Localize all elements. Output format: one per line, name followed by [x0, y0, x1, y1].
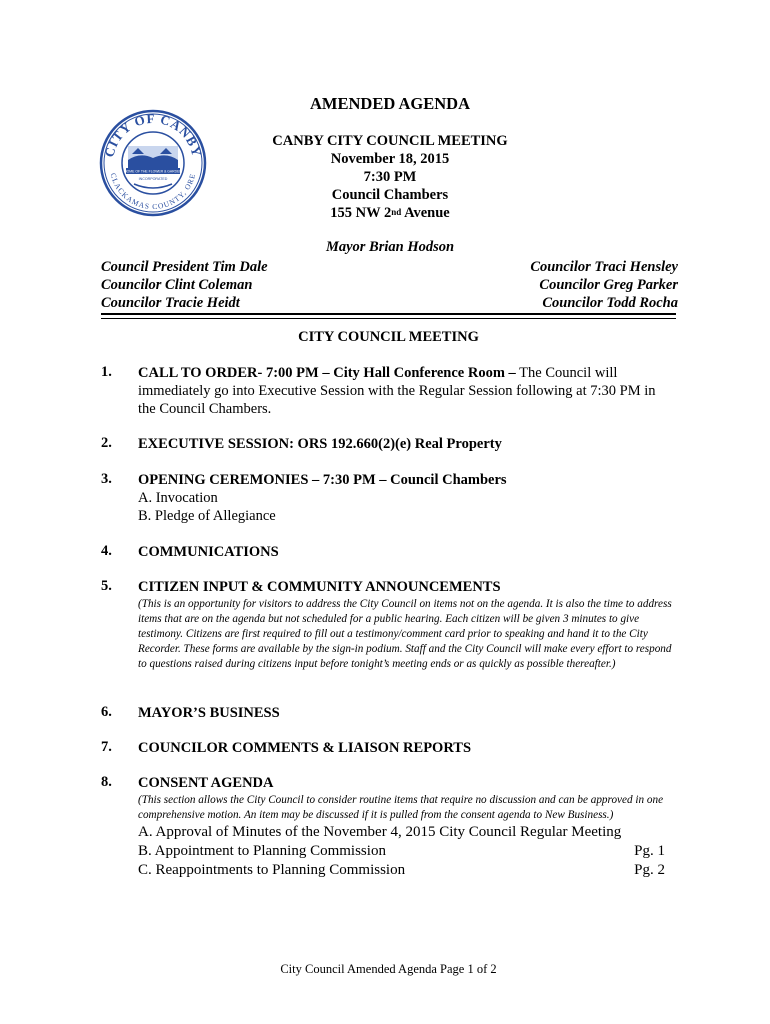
sub-item: A. Invocation: [138, 490, 218, 506]
item-note: (This section allows the City Council to consider routine items that require no discussion and can be approved in one comprehensive motion. An item may be discussed if it is pulled from the consent agenda to New Business.): [138, 794, 664, 821]
page-ref: Pg. 1: [634, 843, 665, 859]
svg-text:CLACKAMAS COUNTY, ORE: CLACKAMAS COUNTY, ORE: [108, 172, 198, 212]
item-heading: CONSENT AGENDA: [138, 775, 274, 791]
item-number: 8.: [101, 774, 112, 790]
sub-item: C. Reappointments to Planning Commission Pg. 2: [138, 862, 665, 878]
council-member: Councilor Greg Parker: [539, 277, 678, 293]
page-footer: City Council Amended Agenda Page 1 of 2: [280, 962, 497, 976]
item-heading: EXECUTIVE SESSION: ORS 192.660(2)(e) Real Property: [138, 436, 502, 452]
item-note: (This is an opportunity for visitors to address the City Council on items not on the agenda. It is also the time to address items that are on the agenda but not scheduled for a public hearing. Each citizen will be given 3 minutes to give testimony. Citizens are first required to fill out a testimony/comment card prior to speaking and hand it to the City Recorder. These forms are available by the sign-in podium. Staff and the City Council will make every effort to respond to questions raised during citizens input before tonight’s meeting ends or as quickly as possible thereafter.): [138, 598, 672, 670]
item-heading: OPENING CEREMONIES – 7:30 PM – Council Chambers: [138, 472, 507, 488]
header-divider: [101, 313, 676, 315]
agenda-title: AMENDED AGENDA: [310, 94, 470, 113]
city-seal-logo: [98, 108, 208, 218]
item-heading: COUNCILOR COMMENTS & LIAISON REPORTS: [138, 740, 472, 756]
item-number: 7.: [101, 739, 112, 755]
item-number: 2.: [101, 435, 112, 451]
council-member: Councilor Tracie Heidt: [101, 295, 240, 311]
svg-text:HOME OF THE FLOWER & GARDEN: HOME OF THE FLOWER & GARDEN: [124, 169, 182, 174]
item-number: 1.: [101, 364, 112, 380]
council-members-right: [530, 258, 678, 312]
item-heading: CITIZEN INPUT & COMMUNITY ANNOUNCEMENTS: [138, 579, 501, 595]
svg-text:CITY OF CANBY: CITY OF CANBY: [101, 110, 205, 159]
item-heading: COMMUNICATIONS: [138, 544, 279, 560]
item-heading: CALL TO ORDER- 7:00 PM – City Hall Conference Room – The Council will immediately go into Executive Session with the Regular Session following at 7:30 PM in the Council Chambers.: [138, 365, 656, 417]
council-members-left: [101, 258, 268, 312]
svg-text:INCORPORATED: INCORPORATED: [138, 177, 168, 181]
council-member: Councilor Clint Coleman: [101, 277, 253, 293]
item-number: 5.: [101, 578, 112, 594]
meeting-time: 7:30 PM: [363, 169, 417, 185]
sub-item: B. Appointment to Planning Commission Pg. 1: [138, 843, 665, 859]
item-number: 6.: [101, 704, 112, 720]
item-number: 3.: [101, 471, 112, 487]
sub-item: A. Approval of Minutes of the November 4, 2015 City Council Regular Meeting: [138, 824, 622, 840]
item-number: 4.: [101, 543, 112, 559]
meeting-name: CANBY CITY COUNCIL MEETING: [272, 133, 508, 149]
sub-item: B. Pledge of Allegiance: [138, 508, 276, 524]
page-ref: Pg. 2: [634, 862, 665, 878]
meeting-location: Council Chambers: [331, 187, 449, 203]
meeting-address: 155 NW 2nd Avenue: [330, 205, 450, 221]
section-title: CITY COUNCIL MEETING: [298, 329, 479, 345]
item-heading: MAYOR’S BUSINESS: [138, 705, 280, 721]
council-member: Council President Tim Dale: [101, 259, 268, 275]
council-member: Councilor Todd Rocha: [542, 295, 678, 311]
mayor-name: Mayor Brian Hodson: [325, 239, 455, 255]
header-divider-thin: [101, 318, 676, 319]
council-member: Councilor Traci Hensley: [530, 259, 678, 275]
meeting-date: November 18, 2015: [330, 151, 450, 167]
